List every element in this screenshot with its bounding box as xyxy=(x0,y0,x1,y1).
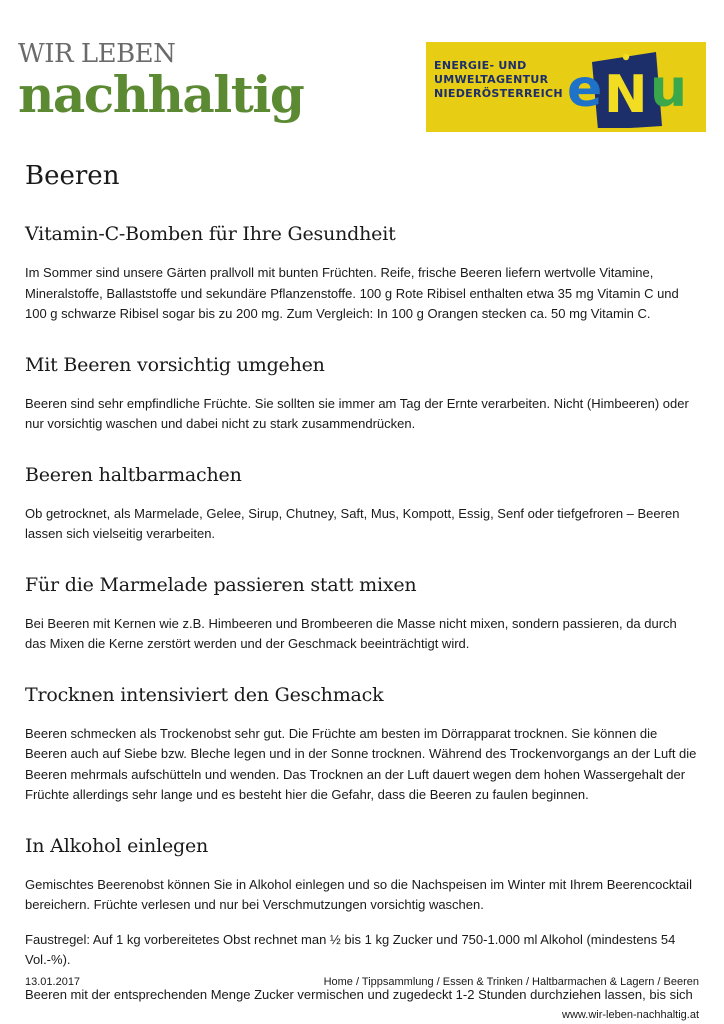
section-heading-alkohol: In Alkohol einlegen xyxy=(25,834,209,857)
section-paragraph: Beeren mit der entsprechenden Menge Zucker vermischen und zugedeckt 1-2 Stunden durchziehen lassen, bis sich xyxy=(25,986,693,1002)
enu-logo xyxy=(426,42,706,132)
section-paragraph: Im Sommer sind unsere Gärten prallvoll mit bunten Früchten. Reife, frische Beeren liefern wertvolle Vitamine, Mineralstoffe, Ballaststoffe und sekundäre Pflanzenstoffe. 100 g Rote Ribisel enthalten etwa 35 mg Vitamin C und 100 g schwarze Ribisel sogar bis zu 200 mg. Zum Vergleich: In 100 g Orangen stecken ca. 50 mg Vitamin C. xyxy=(25,265,679,321)
enu-mark-icon xyxy=(564,48,702,128)
section-paragraph: Bei Beeren mit Kernen wie z.B. Himbeeren und Brombeeren die Masse nicht mixen, sondern passieren, da durch das Mixen die Kerne zerstört werden und der Geschmack beeinträchtigt wird. xyxy=(25,615,677,651)
breadcrumb: Home / Tippsammlung / Essen & Trinken / Haltbarmachen & Lagern / Beeren xyxy=(323,976,699,988)
enu-logo-text xyxy=(434,59,563,101)
brand-main-text: nachhaltig xyxy=(18,65,304,124)
article xyxy=(25,160,697,1019)
enu-mark-n: N xyxy=(604,65,648,125)
section-heading-haltbarmachen: Beeren haltbarmachen xyxy=(25,463,242,486)
enu-mark-u: u xyxy=(650,59,688,119)
footer-url: www.wir-leben-nachhaltig.at xyxy=(562,1009,699,1021)
page-title: Beeren xyxy=(25,161,120,191)
brand-top-text: WIR LEBEN xyxy=(18,39,176,69)
enu-logo-line-1: ENERGIE- UND xyxy=(434,59,527,72)
section-paragraph: Gemischtes Beerenobst können Sie in Alkohol einlegen und so die Nachspeisen im Winter mit Ihrem Beerencocktail bereichern. Früchte verlesen und nur bei Verschmutzungen vorsichtig waschen. xyxy=(25,876,692,912)
section-paragraph: Beeren schmecken als Trockenobst sehr gut. Die Früchte am besten im Dörrapparat trocknen. Sie können die Beeren auch auf Siebe bzw. Bleche legen und in der Sonne trocknen. Während des Trockenvorgangs an der Luft die Beeren mehrmals aufschütteln und wenden. Das Trocknen an der Luft dauert wegen dem hohen Wassergehalt der Früchte allerdings sehr lange und es besteht hier die Gefahr, dass die Beeren zu faulen beginnen. xyxy=(25,725,697,802)
section-heading-marmelade: Für die Marmelade passieren statt mixen xyxy=(25,573,417,596)
section-paragraph: Faustregel: Auf 1 kg vorbereitetes Obst rechnet man ½ bis 1 kg Zucker und 750-1.000 ml Alkohol (mindestens 54 Vol.-%). xyxy=(25,931,676,967)
enu-logo-line-2: UMWELTAGENTUR xyxy=(434,73,549,86)
section-heading-vitamin: Vitamin-C-Bomben für Ihre Gesundheit xyxy=(25,223,396,245)
section-paragraph: Beeren sind sehr empfindliche Früchte. Sie sollten sie immer am Tag der Ernte verarbeiten. Nicht (Himbeeren) oder nur vorsichtig waschen und dabei nicht zu stark zusammendrücken. xyxy=(25,395,689,431)
section-paragraph: Ob getrocknet, als Marmelade, Gelee, Sirup, Chutney, Saft, Mus, Kompott, Essig, Senf oder tiefgefroren – Beeren lassen sich vielseitig verarbeiten. xyxy=(25,505,680,541)
section-heading-vorsichtig: Mit Beeren vorsichtig umgehen xyxy=(25,353,325,376)
enu-mark-e: e xyxy=(567,59,603,119)
footer-date: 13.01.2017 xyxy=(25,976,81,988)
wir-leben-nachhaltig-logo xyxy=(18,40,303,122)
enu-logo-line-3: NIEDERÖSTERREICH xyxy=(434,87,563,100)
section-heading-trocknen: Trocknen intensiviert den Geschmack xyxy=(25,683,384,706)
